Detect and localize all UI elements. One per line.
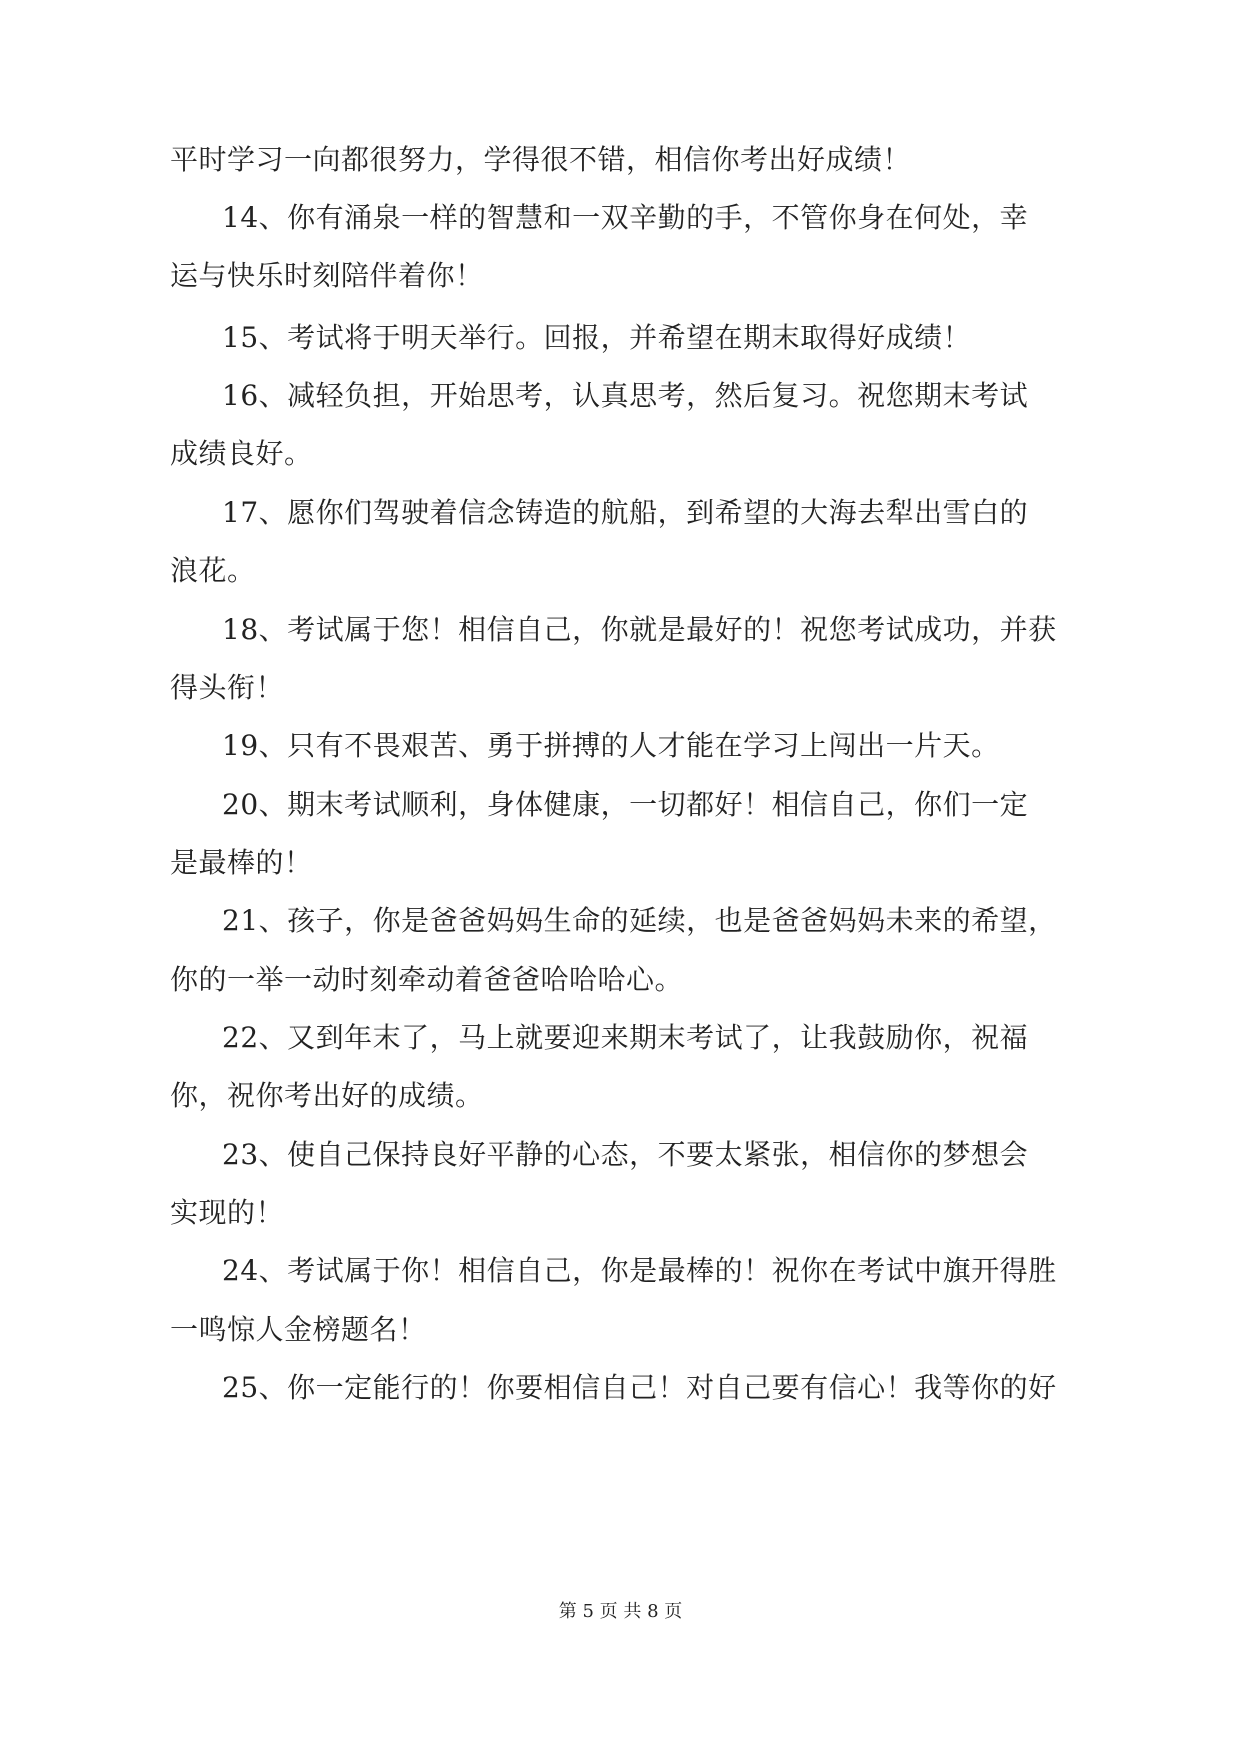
text-line: 23、使自己保持良好平静的心态，不要太紧张，相信你的梦想会 (222, 1138, 1029, 1171)
text-line: 20、期末考试顺利，身体健康，一切都好！相信自己，你们一定 (222, 788, 1029, 821)
text-line: 17、愿你们驾驶着信念铸造的航船，到希望的大海去犁出雪白的 (222, 496, 1029, 529)
text-line: 平时学习一向都很努力，学得很不错，相信你考出好成绩！ (170, 143, 912, 176)
text-line: 一鸣惊人金榜题名！ (170, 1313, 427, 1346)
text-line: 24、考试属于你！相信自己，你是最棒的！祝你在考试中旗开得胜 (222, 1254, 1057, 1287)
text-line: 25、你一定能行的！你要相信自己！对自己要有信心！我等你的好 (222, 1371, 1057, 1404)
text-line: 是最棒的！ (170, 846, 313, 879)
text-line: 22、又到年末了，马上就要迎来期末考试了，让我鼓励你，祝福 (222, 1021, 1029, 1054)
text-line: 浪花。 (170, 554, 256, 587)
text-line: 运与快乐时刻陪伴着你！ (170, 259, 484, 292)
text-line: 15、考试将于明天举行。回报，并希望在期末取得好成绩！ (222, 321, 972, 354)
page-number-footer: 第 5 页 共 8 页 (558, 1601, 683, 1622)
text-line: 19、只有不畏艰苦、勇于拼搏的人才能在学习上闯出一片天。 (222, 729, 1000, 762)
text-line: 21、孩子，你是爸爸妈妈生命的延续，也是爸爸妈妈未来的希望， (222, 904, 1057, 937)
text-line: 你，祝你考出好的成绩。 (170, 1079, 484, 1112)
text-line: 成绩良好。 (170, 437, 313, 470)
text-line: 得头衔！ (170, 671, 285, 704)
text-line: 14、你有涌泉一样的智慧和一双辛勤的手，不管你身在何处，幸 (222, 201, 1029, 234)
text-line: 16、减轻负担，开始思考，认真思考，然后复习。祝您期末考试 (222, 379, 1029, 412)
text-line: 你的一举一动时刻牵动着爸爸哈哈哈心。 (170, 963, 684, 996)
text-line: 实现的！ (170, 1196, 285, 1229)
text-line: 18、考试属于您！相信自己，你就是最好的！祝您考试成功，并获 (222, 613, 1057, 646)
